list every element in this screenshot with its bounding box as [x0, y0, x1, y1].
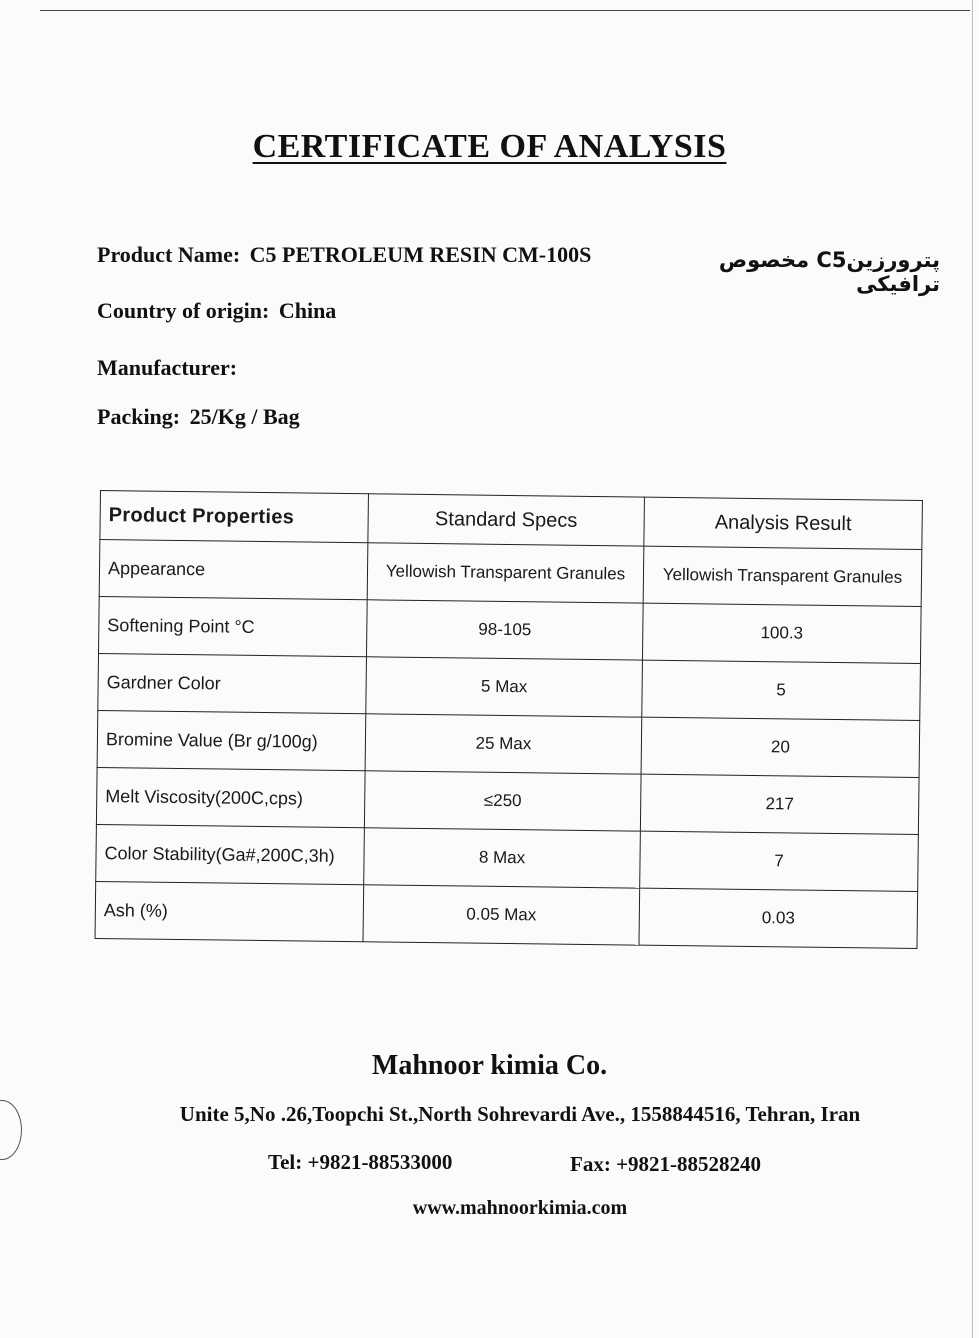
- result-cell: 217: [640, 774, 919, 834]
- table-row: [98, 653, 921, 720]
- result-cell: 100.3: [642, 603, 921, 663]
- page-right-edge: [972, 0, 973, 1338]
- header-product-properties: Product Properties: [100, 491, 369, 543]
- product-name-value: C5 PETROLEUM RESIN CM-100S: [249, 242, 592, 267]
- table-row: [95, 881, 918, 948]
- property-cell: Softening Point °C: [99, 596, 368, 656]
- company-phone: Tel: +9821-88533000: [268, 1150, 453, 1174]
- manufacturer-field: [97, 355, 237, 381]
- result-cell: 0.03: [639, 888, 918, 948]
- header-analysis-result: Analysis Result: [644, 497, 923, 549]
- header-standard-specs: Standard Specs: [368, 494, 645, 546]
- spec-cell: 0.05 Max: [363, 885, 640, 945]
- country-value: China: [278, 298, 337, 323]
- property-cell: Color Stability(Ga#,200C,3h): [96, 824, 365, 884]
- product-name-label: Product Name:: [97, 242, 241, 267]
- company-name: Mahnoor kimia Co.: [371, 1050, 608, 1081]
- country-label: Country of origin:: [97, 298, 270, 323]
- spec-cell: 98-105: [366, 600, 643, 660]
- spec-cell: Yellowish Transparent Granules: [367, 543, 644, 603]
- packing-value: 25/Kg / Bag: [189, 404, 300, 429]
- property-cell: Appearance: [99, 540, 368, 600]
- spec-cell: 8 Max: [364, 828, 641, 888]
- property-cell: Melt Viscosity(200C,cps): [96, 767, 365, 827]
- country-field: [97, 298, 336, 324]
- table-row: [96, 824, 919, 891]
- table-row: [96, 767, 919, 834]
- result-cell: Yellowish Transparent Granules: [643, 546, 922, 606]
- analysis-table-wrap: [95, 490, 922, 949]
- table-row: [97, 710, 920, 777]
- product-name-farsi: پترورزینC5 مخصوص ترافیکی: [718, 248, 940, 296]
- page-top-edge: [40, 10, 970, 11]
- company-address: Unite 5,No .26,Toopchi St.,North Sohrevardi Ave., 1558844516, Tehran, Iran: [179, 1102, 861, 1126]
- company-fax: Fax: +9821-88528240: [570, 1152, 762, 1176]
- property-cell: Ash (%): [95, 881, 364, 941]
- spec-cell: 25 Max: [365, 714, 642, 774]
- result-cell: 7: [640, 831, 919, 891]
- table-row: [99, 540, 922, 607]
- analysis-table: [95, 490, 923, 949]
- result-cell: 5: [642, 660, 921, 720]
- packing-label: Packing:: [97, 404, 181, 429]
- table-row: [99, 596, 922, 663]
- property-cell: Bromine Value (Br g/100g): [97, 710, 366, 770]
- result-cell: 20: [641, 717, 920, 777]
- spec-cell: ≤250: [364, 771, 641, 831]
- manufacturer-label: Manufacturer:: [97, 355, 238, 380]
- company-website[interactable]: www.mahnoorkimia.com: [412, 1197, 628, 1219]
- spec-cell: 5 Max: [366, 657, 643, 717]
- product-name-field: [97, 242, 591, 268]
- property-cell: Gardner Color: [98, 653, 367, 713]
- packing-field: [97, 404, 300, 430]
- document-title: CERTIFICATE OF ANALYSIS: [252, 128, 727, 165]
